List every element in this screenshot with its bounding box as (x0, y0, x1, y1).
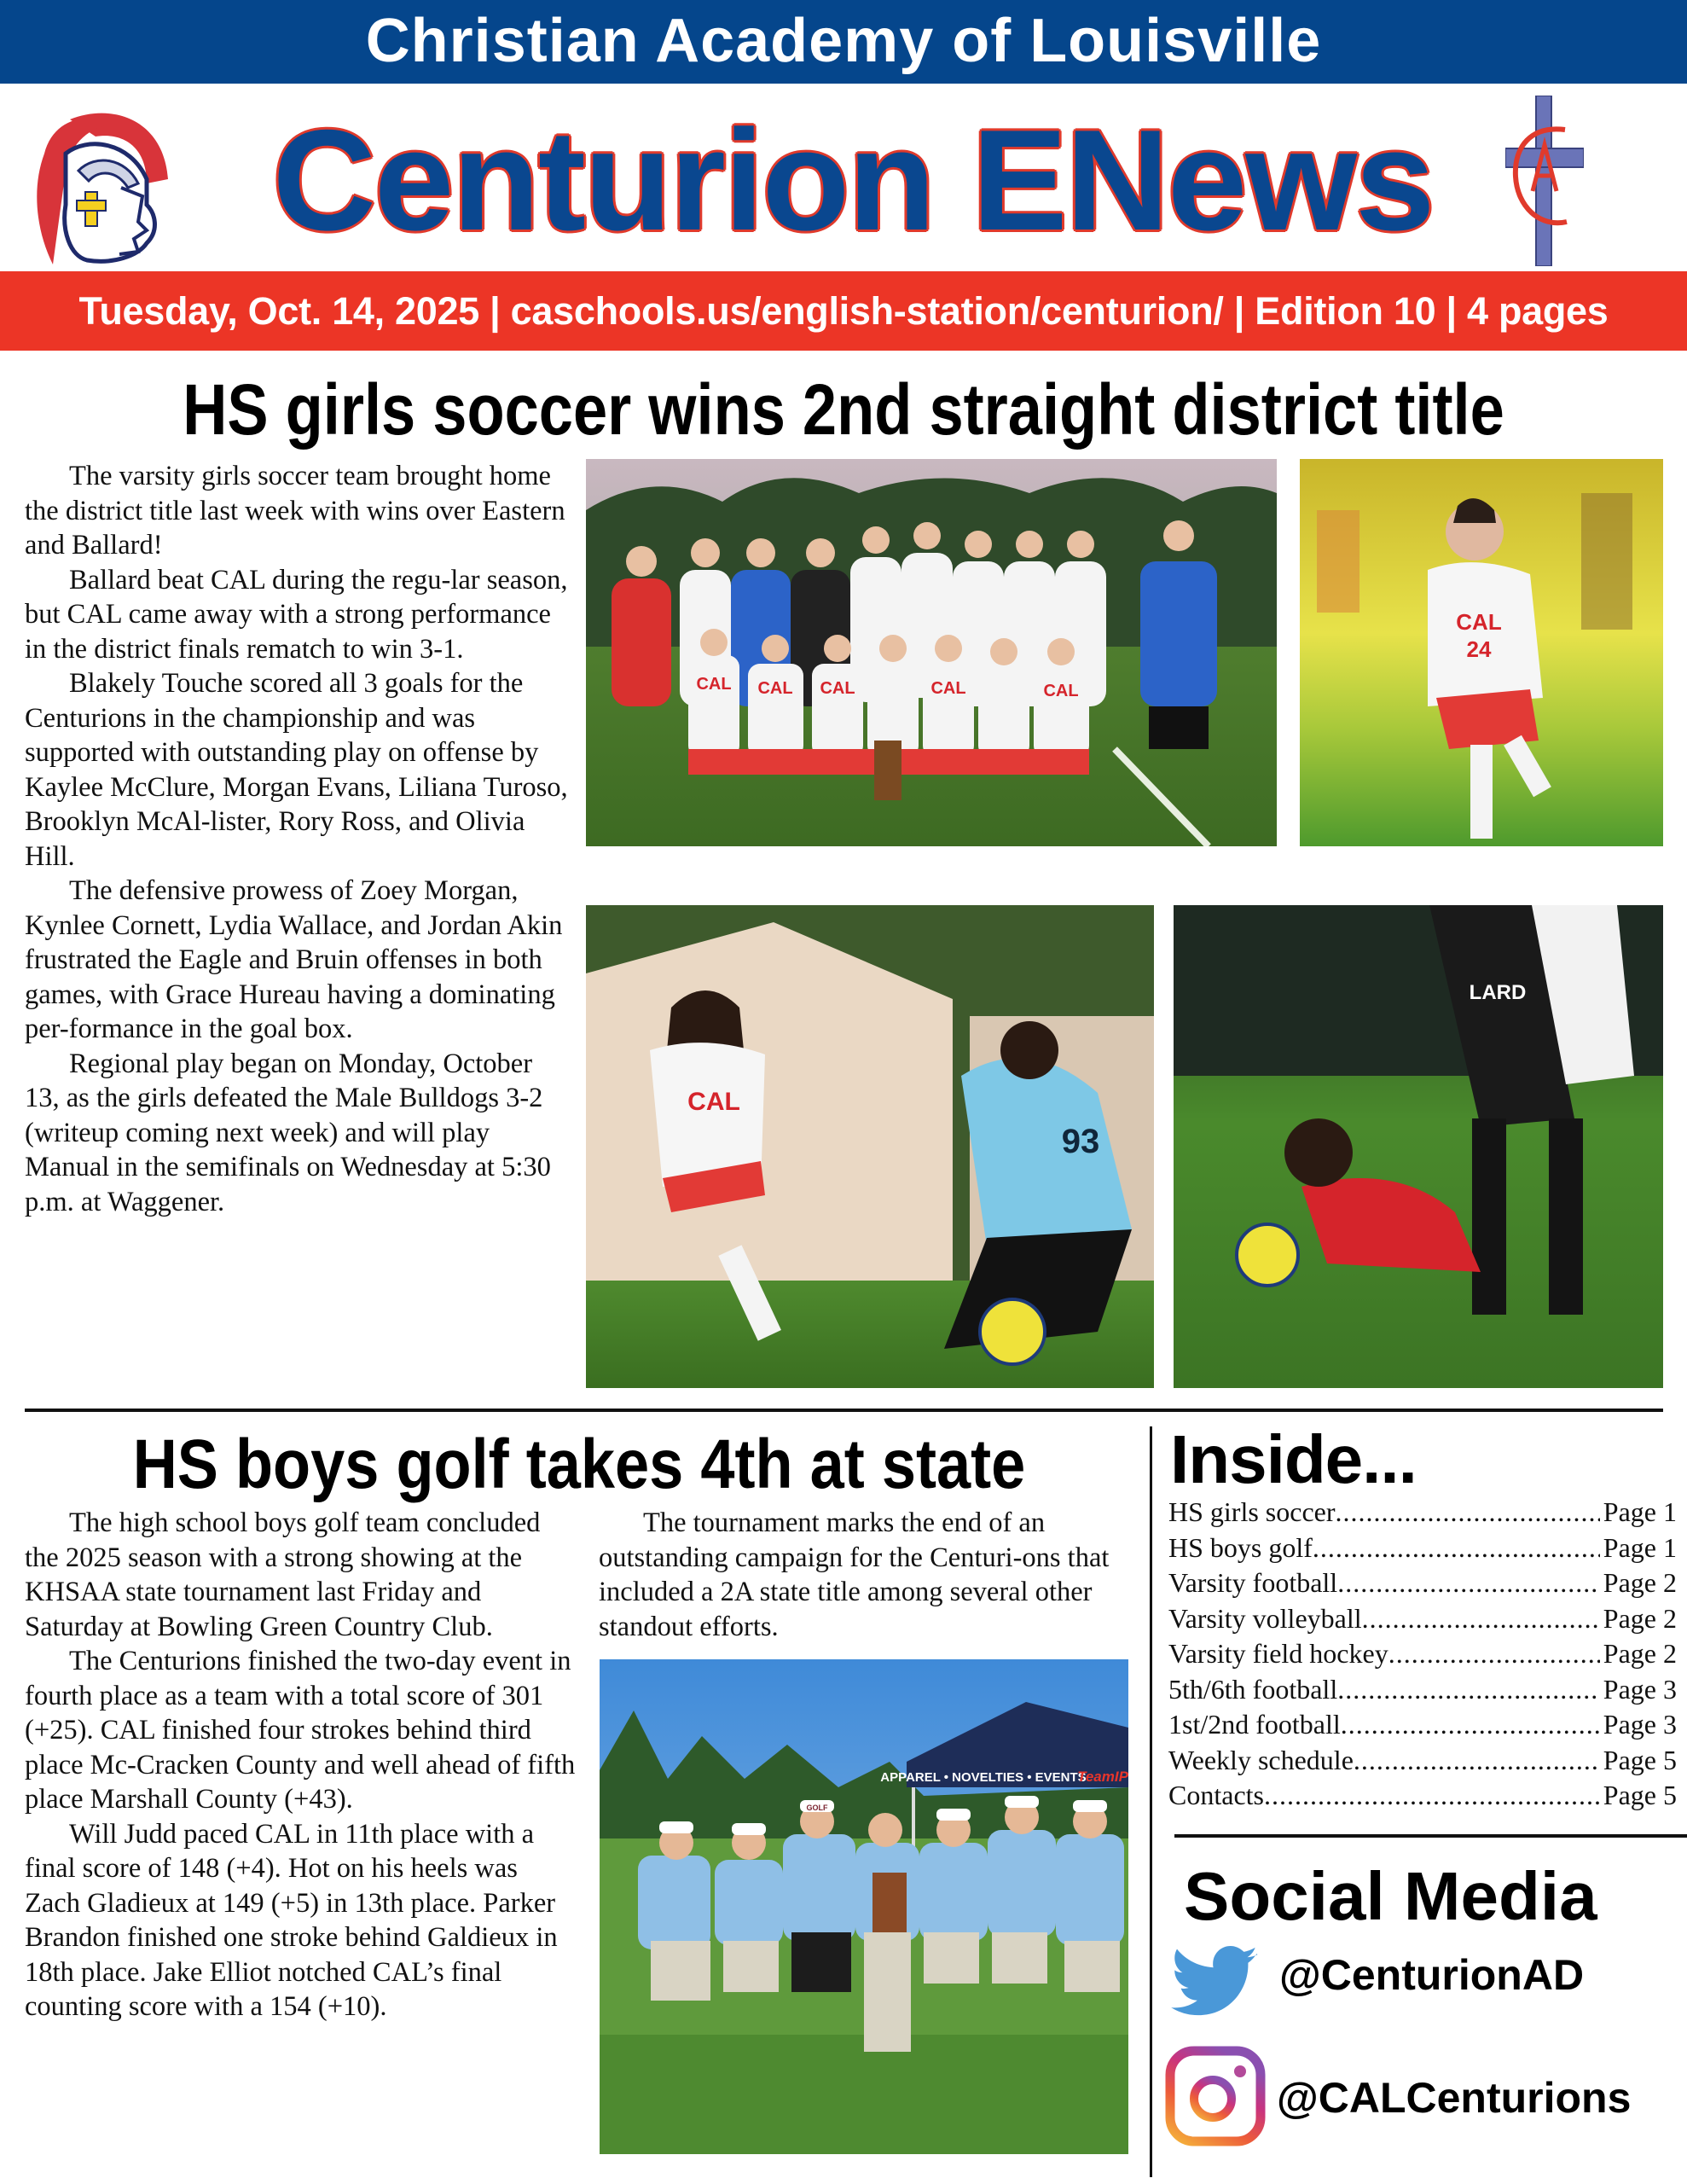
cal-cross-logo (1505, 96, 1584, 266)
toc-leader (1354, 1743, 1600, 1779)
toc-item[interactable] (1168, 1565, 1677, 1601)
toc-leader (1341, 1707, 1600, 1743)
article-paragraph: The defensive prowess of Zoey Morgan, Kynlee Cornett, Lydia Wallace, and Jordan Akin frustrated the Eagle and Bruin offenses in both games, with Grace Hureau having a dominating per-formance in the goal box. (25, 875, 563, 1044)
toc-item[interactable] (1168, 1636, 1677, 1672)
social-divider (1174, 1834, 1687, 1838)
article-paragraph: The high school boys golf team concluded the 2025 season with a strong showing at the KHSAA state tournament last Friday and Saturday at Bowling Green Country Club. (25, 1507, 541, 1642)
toc-label: Varsity volleyball (1168, 1602, 1362, 1634)
toc-item[interactable] (1168, 1778, 1677, 1814)
golf-article-col-a (25, 1506, 577, 2024)
centurion-helmet-logo (19, 102, 181, 273)
toc-leader (1264, 1778, 1600, 1814)
section-divider (25, 1409, 1663, 1412)
jersey-text: CAL (930, 679, 966, 698)
school-name-banner (0, 0, 1687, 84)
soccer-team-photo (586, 459, 1277, 846)
publication-title: Centurion ENews (272, 100, 1434, 260)
toc-leader (1337, 1672, 1600, 1708)
toc-leader (1336, 1495, 1600, 1531)
golf-headline: HS boys golf takes 4th at state (132, 1426, 1026, 1503)
sidebar-divider (1150, 1426, 1152, 2177)
toc-item[interactable] (1168, 1743, 1677, 1779)
jersey-text: CAL (1043, 682, 1079, 700)
article-paragraph: The tournament marks the end of an outstanding campaign for the Centuri-ons that included a 2A state title among several other standout efforts. (599, 1507, 1110, 1642)
jersey-number: 24 (1466, 636, 1492, 662)
article-paragraph: The varsity girls soccer team brought home the district title last week with wins over Eastern and Ballard! (25, 461, 565, 561)
toc-label: HS boys golf (1168, 1531, 1313, 1563)
twitter-handle[interactable]: @CenturionAD (1279, 1951, 1585, 1999)
toc-label: Weekly schedule (1168, 1744, 1354, 1775)
social-media-heading: Social Media (1184, 1858, 1597, 1934)
toc-item[interactable] (1168, 1495, 1677, 1531)
toc-label: Varsity field hockey (1168, 1638, 1388, 1669)
jersey-text: CAL (1456, 609, 1502, 635)
golf-article-col-b (599, 1506, 1136, 1644)
toc-label: HS girls soccer (1168, 1496, 1336, 1527)
golf-team-photo (600, 1659, 1128, 2154)
cap-text: GOLF (806, 1804, 828, 1812)
toc-label: 5th/6th football (1168, 1673, 1338, 1705)
toc-label: Varsity football (1168, 1567, 1338, 1598)
article-paragraph: Will Judd paced CAL in 11th place with a final score of 148 (+4). Hot on his heels was Zach Gladieux at 149 (+5) in 13th place. Parker Brandon finished one stroke behind Galdieux in 18th place. Jake Elliot notched CAL’s final counting score with a 154 (+10). (25, 1818, 558, 2022)
toc-page: Page 1 (1603, 1496, 1677, 1527)
jersey-text: LARD (1469, 981, 1527, 1004)
soccer-article-body (25, 459, 571, 1219)
toc-page: Page 2 (1603, 1567, 1677, 1598)
article-paragraph: Regional play began on Monday, October 13, as the girls defeated the Male Bulldogs 3-2 (writeup coming next week) and will play Manual in the semifinals on Wednesday at 5:30 p.m. at Waggener. (25, 1048, 551, 1217)
toc-page: Page 5 (1603, 1780, 1677, 1810)
toc-page: Page 3 (1603, 1673, 1677, 1705)
toc-page: Page 1 (1603, 1531, 1677, 1563)
toc-item[interactable] (1168, 1707, 1677, 1743)
toc-item[interactable] (1168, 1672, 1677, 1708)
soccer-slide-photo (1174, 905, 1663, 1388)
instagram-icon[interactable] (1165, 2046, 1266, 2146)
toc-leader (1388, 1636, 1600, 1672)
toc-page: Page 3 (1603, 1709, 1677, 1740)
toc-page: Page 5 (1603, 1744, 1677, 1775)
toc-page: Page 2 (1603, 1638, 1677, 1669)
table-of-contents (1168, 1495, 1677, 1814)
toc-page: Page 2 (1603, 1602, 1677, 1634)
dateline-banner (0, 271, 1687, 351)
jersey-text: CAL (820, 679, 855, 698)
article-paragraph: Blakely Touche scored all 3 goals for the Centurions in the championship and was supported with outstanding play on offense by Kaylee McClure, Morgan Evans, Liliana Turoso, Brooklyn McAl-lister, Rory Ross, and Olivia Hill. (25, 668, 568, 872)
toc-leader (1337, 1565, 1600, 1601)
tent-text: APPAREL • NOVELTIES • EVENTS (880, 1770, 1087, 1785)
soccer-headline: HS girls soccer wins 2nd straight district title (183, 369, 1504, 450)
toc-item[interactable] (1168, 1531, 1677, 1566)
jersey-text: CAL (696, 675, 732, 694)
toc-item[interactable] (1168, 1601, 1677, 1637)
jersey-number: 93 (1061, 1123, 1100, 1160)
article-paragraph: Ballard beat CAL during the regu-lar season, but CAL came away with a strong performance in the district finals rematch to win 3-1. (25, 564, 568, 665)
toc-label: Contacts (1168, 1780, 1264, 1810)
inside-heading: Inside... (1170, 1421, 1417, 1497)
toc-label: 1st/2nd football (1168, 1709, 1341, 1740)
soccer-keeper-photo (586, 905, 1154, 1388)
tent-brand: TeamIP (1077, 1769, 1128, 1785)
soccer-runner-photo (1300, 459, 1663, 846)
toc-leader (1362, 1601, 1600, 1637)
instagram-handle[interactable]: @CALCenturions (1277, 2074, 1632, 2122)
jersey-text: CAL (687, 1088, 740, 1116)
school-name: Christian Academy of Louisville (365, 7, 1322, 75)
twitter-bird-icon[interactable] (1163, 1937, 1266, 2030)
toc-leader (1313, 1531, 1600, 1566)
dateline: Tuesday, Oct. 14, 2025 | caschools.us/english-station/centurion/ | Edition 10 | 4 pages (78, 289, 1609, 333)
jersey-text: CAL (757, 679, 793, 698)
article-paragraph: The Centurions finished the two-day event in fourth place as a team with a total score of 301 (+25). CAL finished four strokes behind third place Mc-Cracken County and well ahead of fifth place Marshall County (+43). (25, 1646, 576, 1815)
